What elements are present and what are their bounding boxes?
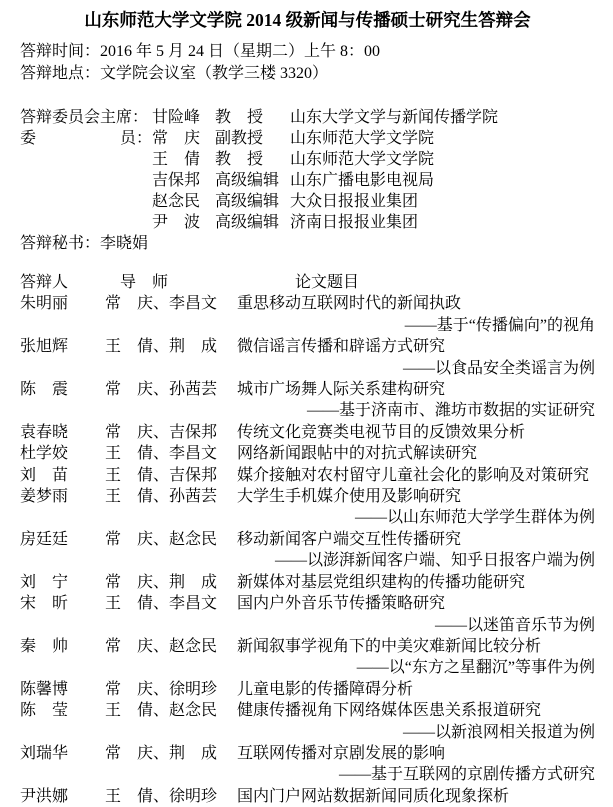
- thesis-subtitle: ——以迷笛音乐节为例: [434, 616, 595, 634]
- committee-member-row: [20, 149, 595, 170]
- roster-row: [20, 379, 595, 422]
- thesis-subtitle: ——以“东方之星翻沉”等事件为例: [356, 659, 595, 677]
- advisor-names: 王 倩、赵念民: [105, 702, 218, 720]
- candidate-name: 陈 莹: [20, 702, 69, 720]
- roster-row: [20, 636, 595, 679]
- thesis-subtitle: ——基于“传播偏向”的视角: [404, 316, 595, 334]
- committee-member-row: [20, 128, 595, 149]
- roster-row: [20, 786, 595, 807]
- member-name: 甘险峰: [152, 109, 201, 126]
- member-name: 赵念民: [152, 193, 201, 210]
- secretary-row: [20, 233, 595, 254]
- committee-member-row: [20, 212, 595, 233]
- info-section: [20, 41, 595, 85]
- member-org: 山东师范大学文学院: [290, 151, 435, 168]
- member-title: 高级编辑: [215, 172, 280, 189]
- advisor-names: 常 庆、赵念民: [105, 530, 218, 548]
- candidate-name: 袁春晓: [20, 423, 69, 441]
- member-label-left: 委: [20, 130, 37, 147]
- candidate-name: 陈 震: [20, 381, 69, 399]
- committee-section: [20, 107, 595, 254]
- thesis-title: 新闻叙事学视角下的中美灾难新闻比较分析: [237, 637, 542, 655]
- member-org: 济南日报报业集团: [290, 214, 419, 231]
- roster-row: [20, 336, 595, 379]
- thesis-subtitle: ——基于互联网的京剧传播方式研究: [338, 766, 595, 784]
- member-label-spacer: [20, 212, 152, 233]
- candidate-name: 朱明丽: [20, 295, 69, 313]
- advisor-names: 常 庆、荆 成: [105, 573, 218, 591]
- thesis-subtitle: ——以山东师范大学学生群体为例: [354, 509, 595, 527]
- thesis-subtitle: ——以食品安全类谣言为例: [402, 359, 595, 377]
- header-candidate: 答辩人: [20, 274, 69, 291]
- member-title: 副教授: [215, 130, 264, 147]
- candidate-name: 刘瑞华: [20, 744, 69, 762]
- advisor-names: 王 倩、李昌文: [105, 595, 218, 613]
- thesis-title: 健康传播视角下网络媒体医患关系报道研究: [237, 702, 542, 720]
- candidate-name: 房廷廷: [20, 530, 69, 548]
- member-title: 教 授: [215, 109, 264, 126]
- thesis-subtitle: ——以澎湃新闻客户端、知乎日报客户端为例: [274, 552, 595, 570]
- member-title: 教 授: [215, 151, 264, 168]
- thesis-title: 传统文化竞赛类电视节目的反馈效果分析: [237, 423, 526, 441]
- member-name: 常 庆: [152, 130, 201, 147]
- roster-row: [20, 486, 595, 529]
- advisor-names: 常 庆、徐明珍: [105, 680, 218, 698]
- advisor-names: 常 庆、赵念民: [105, 637, 218, 655]
- candidate-name: 杜学姣: [20, 445, 69, 463]
- roster-row: [20, 700, 595, 743]
- roster-row: [20, 465, 595, 486]
- candidate-name: 陈馨博: [20, 680, 69, 698]
- member-name: 吉保邦: [152, 172, 201, 189]
- member-org: 山东大学文学与新闻传播学院: [290, 109, 499, 126]
- member-title: 高级编辑: [215, 214, 280, 231]
- advisor-names: 常 庆、吉保邦: [105, 423, 218, 441]
- thesis-title: 移动新闻客户端交互性传播研究: [237, 530, 462, 548]
- member-label-right: 员：: [119, 130, 152, 147]
- candidate-name: 刘 苗: [20, 466, 69, 484]
- member-label-spacer: [20, 170, 152, 191]
- roster-header: [20, 272, 595, 293]
- thesis-subtitle: ——以新浪网相关报道为例: [402, 723, 595, 741]
- thesis-title: 微信谣言传播和辟谣方式研究: [237, 338, 446, 356]
- candidate-name: 张旭辉: [20, 338, 69, 356]
- committee-chair-row: [20, 107, 595, 128]
- roster-row: [20, 743, 595, 786]
- thesis-title: 大学生手机媒介使用及影响研究: [237, 488, 462, 506]
- thesis-title: 国内户外音乐节传播策略研究: [237, 595, 446, 613]
- candidate-name: 秦 帅: [20, 637, 69, 655]
- thesis-title: 国内门户网站数据新闻同质化现象探析: [237, 787, 510, 805]
- header-thesis: 论文题目: [295, 274, 360, 291]
- member-title: 高级编辑: [215, 193, 280, 210]
- defense-location: 答辩地点：文学院会议室（教学三楼 3320）: [20, 65, 329, 82]
- committee-member-row: [20, 191, 595, 212]
- chair-label: 答辩委员会主席：: [20, 109, 149, 126]
- advisor-names: 常 庆、李昌文: [105, 295, 218, 313]
- header-advisor: 导 师: [120, 274, 169, 291]
- candidate-name: 刘 宁: [20, 573, 69, 591]
- thesis-title: 新媒体对基层党组织建构的传播功能研究: [237, 573, 526, 591]
- thesis-subtitle: ——基于济南市、潍坊市数据的实证研究: [306, 402, 595, 420]
- thesis-title: 城市广场舞人际关系建构研究: [237, 381, 446, 399]
- member-label: [20, 128, 152, 149]
- document-title: 山东师范大学文学院 2014 级新闻与传播硕士研究生答辩会: [84, 10, 531, 30]
- defense-time: 答辩时间：2016 年 5 月 24 日（星期二）上午 8：00: [20, 43, 381, 60]
- roster-row: [20, 679, 595, 700]
- advisor-names: 王 倩、吉保邦: [105, 466, 218, 484]
- advisor-names: 常 庆、孙茜芸: [105, 381, 218, 399]
- thesis-title: 网络新闻跟帖中的对抗式解读研究: [237, 445, 478, 463]
- secretary-label: 答辩秘书：: [20, 235, 101, 252]
- member-org: 山东广播电影电视局: [290, 172, 435, 189]
- member-label-spacer: [20, 191, 152, 212]
- roster-section: [20, 272, 595, 807]
- roster-row: [20, 422, 595, 443]
- candidate-name: 尹洪娜: [20, 787, 69, 805]
- secretary-name: 李晓娟: [100, 235, 149, 252]
- advisor-names: 常 庆、荆 成: [105, 744, 218, 762]
- member-org: 山东师范大学文学院: [290, 130, 435, 147]
- advisor-names: 王 倩、孙茜芸: [105, 488, 218, 506]
- thesis-title: 互联网传播对京剧发展的影响: [237, 744, 446, 762]
- roster-row: [20, 293, 595, 336]
- thesis-title: 重思移动互联网时代的新闻执政: [237, 295, 462, 313]
- member-org: 大众日报报业集团: [290, 193, 419, 210]
- member-name: 王 倩: [152, 151, 201, 168]
- roster-row: [20, 529, 595, 572]
- member-label-spacer: [20, 149, 152, 170]
- thesis-title: 媒介接触对农村留守儿童社会化的影响及对策研究: [237, 466, 590, 484]
- advisor-names: 王 倩、李昌文: [105, 445, 218, 463]
- member-name: 尹 波: [152, 214, 201, 231]
- advisor-names: 王 倩、荆 成: [105, 338, 218, 356]
- roster-row: [20, 572, 595, 593]
- candidate-name: 宋 昕: [20, 595, 69, 613]
- thesis-title: 儿童电影的传播障碍分析: [237, 680, 414, 698]
- candidate-name: 姜梦雨: [20, 488, 69, 506]
- roster-row: [20, 443, 595, 464]
- roster-row: [20, 593, 595, 636]
- advisor-names: 王 倩、徐明珍: [105, 787, 218, 805]
- committee-member-row: [20, 170, 595, 191]
